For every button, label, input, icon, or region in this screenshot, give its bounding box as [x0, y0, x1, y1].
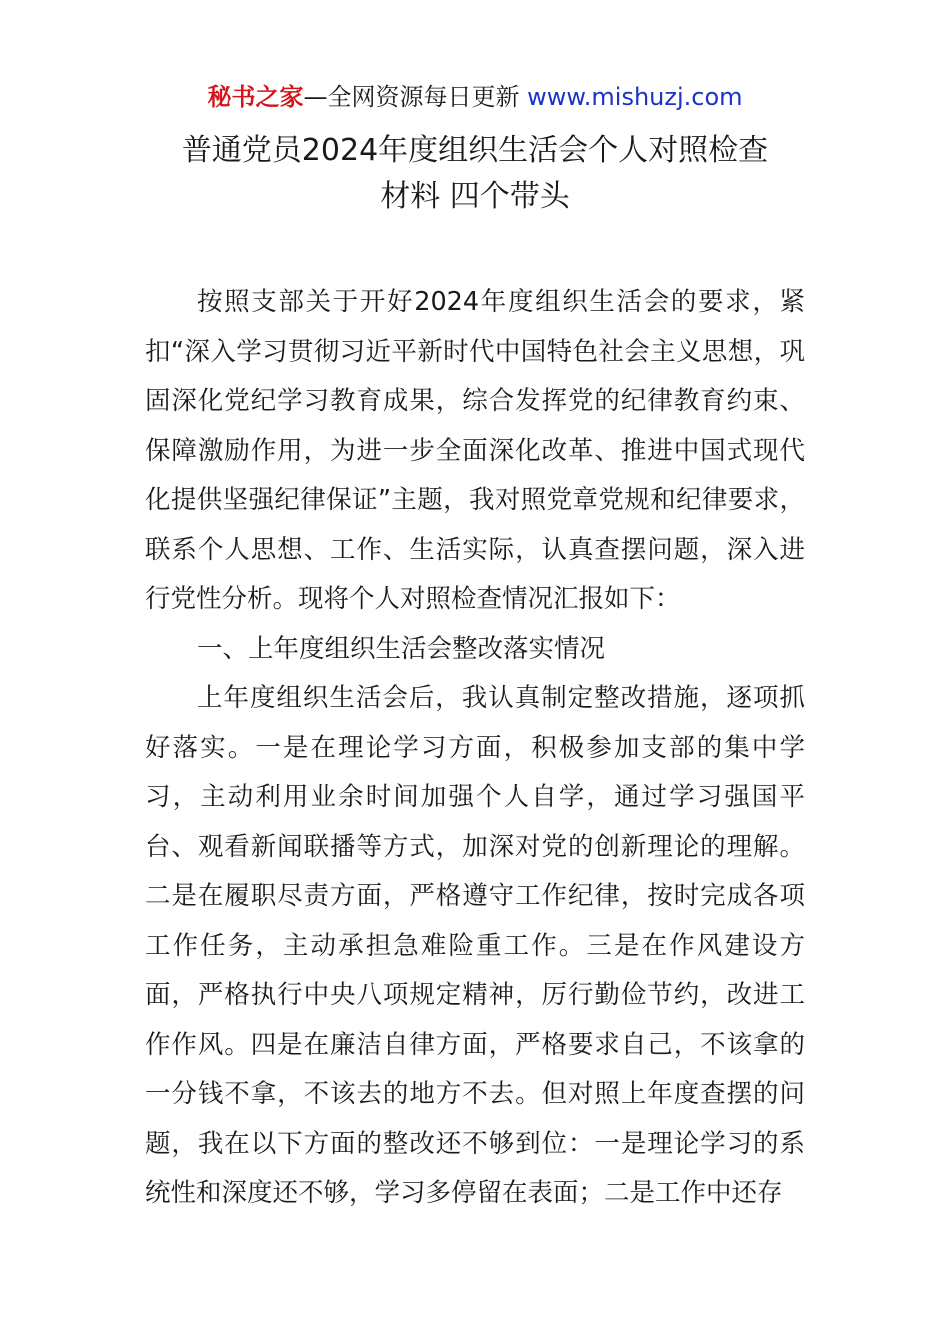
document-body	[145, 278, 805, 1219]
section-heading: 一、上年度组织生活会整改落实情况	[197, 633, 606, 664]
banner-slogan: —全网资源每日更新	[303, 83, 520, 111]
intro-paragraph: 按照支部关于开好2024年度组织生活会的要求，紧扣“深入学习贯彻习近平新时代中国特色社会主义思想，巩固深化党纪学习教育成果，综合发挥党的纪律教育约束、保障激励作用，为进一步全面深化改革、推进中国式现代化提供坚强纪律保证”主题，我对照党章党规和纪律要求，联系个人思想、工作、生活实际，认真查摆问题，深入进行党性分析。现将个人对照检查情况汇报如下：	[145, 287, 805, 614]
section-paragraph: 上年度组织生活会后，我认真制定整改措施，逐项抓好落实。一是在理论学习方面，积极参加支部的集中学习，主动利用业余时间加强个人自学，通过学习强国平台、观看新闻联播等方式，加深对党的创新理论的理解。二是在履职尽责方面，严格遵守工作纪律，按时完成各项工作任务，主动承担急难险重工作。三是在作风建设方面，严格执行中央八项规定精神，厉行勤俭节约，改进工作作风。四是在廉洁自律方面，严格要求自己，不该拿的一分钱不拿，不该去的地方不去。但对照上年度查摆的问题，我在以下方面的整改还不够到位：一是理论学习的系统性和深度还不够，学习多停留在表面；二是工作中还存	[145, 683, 805, 1208]
document-title	[0, 128, 950, 220]
title-line-2: 材料 四个带头	[380, 179, 570, 214]
site-url-link[interactable]: www.mishuzj.com	[527, 83, 743, 111]
title-line-1: 普通党员2024年度组织生活会个人对照检查	[181, 133, 769, 168]
brand-name: 秘书之家	[207, 83, 304, 111]
site-banner	[0, 80, 950, 114]
